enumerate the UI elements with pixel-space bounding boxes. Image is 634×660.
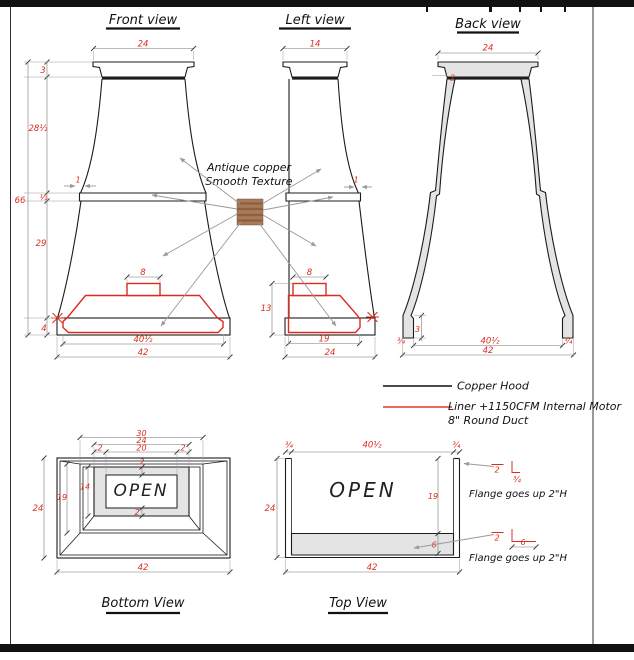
back-view-title: Back view [455, 17, 521, 32]
front-dim-base-width: 42 [137, 348, 149, 358]
back-hood-shell [403, 62, 573, 338]
bottom-dim-frame-width: 24 [136, 436, 147, 445]
front-dim-liner-width: 40½ [133, 335, 153, 345]
front-duct [127, 284, 160, 296]
bottom-dim-ring-depth: 19 [56, 493, 68, 502]
bottom-dim-gap-bottom: 2 [134, 508, 140, 517]
legend-liner-label-line2: 8" Round Duct [448, 414, 529, 427]
top-view-title: Top View [329, 596, 387, 611]
front-dim-total-height: 66 [14, 196, 26, 206]
front-dim-lower-height: 29 [35, 239, 47, 249]
back-dim-base-width: 42 [482, 346, 494, 356]
bottom-view [33, 429, 233, 613]
top-dim-wall-left: ¾ [285, 440, 293, 450]
bottom-open-label: OPEN [113, 481, 169, 501]
top-dim-open-depth: 19 [427, 492, 439, 501]
legend-liner-label-line1: Liner +1150CFM Internal Motor [448, 400, 622, 413]
bottom-dim-depth: 24 [32, 504, 44, 514]
front-dim-band-offset: 1 [75, 175, 81, 185]
legend-copper-label: Copper Hood [457, 379, 529, 393]
bottom-dim-gap-top: 2 [139, 457, 145, 467]
material-note-line2: Smooth Texture [205, 175, 293, 188]
left-dim-top-depth: 14 [309, 39, 321, 50]
front-dim-upper-height: 28½ [28, 124, 48, 134]
left-duct [293, 284, 326, 296]
left-dim-liner-depth: 19 [318, 334, 330, 345]
bottom-view-title: Bottom View [101, 596, 185, 611]
front-dim-base-height: 4 [41, 324, 47, 334]
flange-top-dim-offset: 2 [494, 465, 500, 475]
bottom-dim-ring-width: 30 [136, 429, 147, 438]
back-dim-foot-height: 3 [414, 325, 421, 334]
flange-top-dim-size: ¾ [513, 475, 521, 484]
flange-bottom-label: Flange goes up 2"H [468, 553, 568, 564]
top-open-label: OPEN [329, 478, 397, 502]
left-dim-base-depth: 24 [324, 348, 336, 358]
top-dim-wall-right: ¾ [452, 440, 461, 450]
back-dim-foot-width-left: ¾ [397, 336, 405, 346]
bottom-dim-frame-depth: 14 [79, 482, 91, 492]
flange-bottom-dim-size: 6 [520, 538, 526, 547]
bottom-dim-edge-right: 2 [180, 443, 186, 453]
copper-swatch [237, 199, 263, 225]
left-dim-band-offset: 1 [353, 175, 359, 185]
bottom-border-bar [0, 644, 634, 652]
front-dim-top-width: 24 [137, 39, 149, 50]
front-view-title: Front view [108, 13, 178, 28]
top-dim-base-width: 42 [366, 563, 378, 573]
left-view-title: Left view [285, 13, 345, 28]
back-view [397, 17, 576, 358]
front-dim-band-height: ½ [39, 193, 48, 202]
back-dim-inner-width: 40½ [480, 336, 500, 347]
back-dim-wall-thickness: 2 [449, 73, 456, 83]
front-dim-crown-height: 3 [40, 66, 46, 76]
front-view [15, 13, 233, 360]
back-dim-foot-width-right: ¾ [564, 336, 573, 346]
top-border-bar [0, 0, 634, 7]
flange-bottom-dim-offset: 2 [494, 533, 500, 543]
material-annotation [152, 158, 336, 326]
top-dim-depth: 24 [264, 504, 276, 514]
left-dim-duct-width: 8 [306, 268, 313, 278]
top-dim-back-strip: 6 [431, 540, 437, 550]
top-dim-inner-width: 40½ [362, 440, 382, 451]
front-dim-duct-width: 8 [140, 268, 146, 278]
material-note-line1: Antique copper [206, 161, 292, 174]
bottom-dim-base-width: 42 [137, 563, 149, 573]
flange-note-top [464, 461, 567, 500]
top-view [265, 441, 462, 614]
bottom-dim-edge-left: 2 [97, 443, 103, 453]
back-dim-top-width: 24 [482, 43, 494, 54]
legend [383, 380, 622, 428]
left-dim-liner-height: 13 [260, 304, 272, 314]
back-view-dimensions [397, 44, 576, 358]
flange-top-label: Flange goes up 2"H [468, 489, 568, 500]
bottom-dim-opening-width: 20 [136, 443, 147, 453]
